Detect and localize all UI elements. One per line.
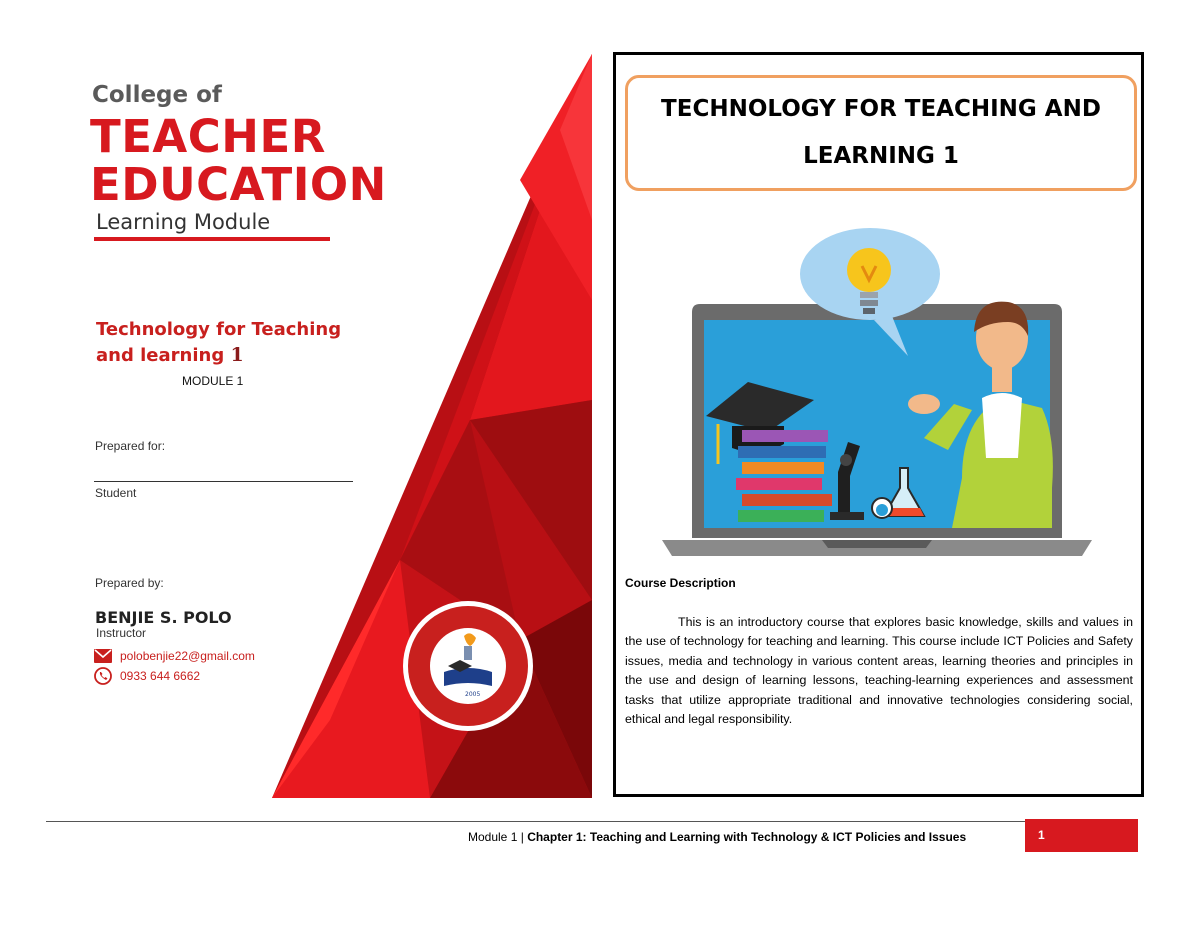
course-description-heading: Course Description (625, 576, 736, 590)
footer-chapter-label: Chapter 1: (527, 830, 587, 844)
module-label: MODULE 1 (182, 374, 244, 388)
course-title-number: 1 (230, 344, 244, 366)
student-signature-line (94, 481, 353, 482)
course-title-line2 (96, 344, 244, 366)
education-heading: EDUCATION (90, 158, 387, 211)
course-title-line2-text: and learning (96, 345, 225, 366)
course-title-box (625, 75, 1137, 191)
course-description-text: This is an introductory course that explores basic knowledge, skills and values in the use of technology for teaching and learning. This course include ICT Policies and Safety issues, media and technology in various content areas, learning theories and principles in the use and design of learning lessons, teaching-learning experiences and assessment tasks that utilize appropriate traditional and innovative technologies considering social, ethical and legal responsibility. (625, 615, 1133, 727)
email-contact (94, 649, 255, 663)
footer-chapter-title: Teaching and Learning with Technology & ICT Policies and Issues (589, 830, 967, 844)
footer-rule (46, 821, 1138, 822)
course-title-line1: Technology for Teaching (96, 319, 342, 340)
prepared-for-label: Prepared for: (95, 439, 166, 453)
college-of-heading: College of (92, 82, 222, 108)
phone-contact (94, 667, 200, 685)
footer-module: Module 1 (468, 830, 518, 844)
course-title: TECHNOLOGY FOR TEACHING AND LEARNING 1 (661, 96, 1101, 169)
instructor-name: BENJIE S. POLO (95, 608, 232, 627)
phone-icon (94, 667, 112, 685)
email-text: polobenjie22@gmail.com (120, 649, 255, 663)
teacher-heading: TEACHER (90, 110, 326, 163)
learning-module-label: Learning Module (96, 210, 271, 234)
page-number: 1 (1038, 828, 1045, 842)
instructor-role: Instructor (96, 626, 147, 640)
prepared-by-label: Prepared by: (95, 576, 164, 590)
mail-icon (94, 649, 112, 663)
phone-text: 0933 644 6662 (120, 669, 201, 683)
footer-text (468, 830, 966, 844)
footer-separator: | (520, 830, 524, 844)
teacher-laptop-illustration (662, 228, 1092, 558)
academy-seal-logo (402, 600, 534, 732)
student-label: Student (95, 486, 137, 500)
svg-text:2005: 2005 (465, 691, 481, 698)
learning-module-underline (94, 237, 330, 241)
